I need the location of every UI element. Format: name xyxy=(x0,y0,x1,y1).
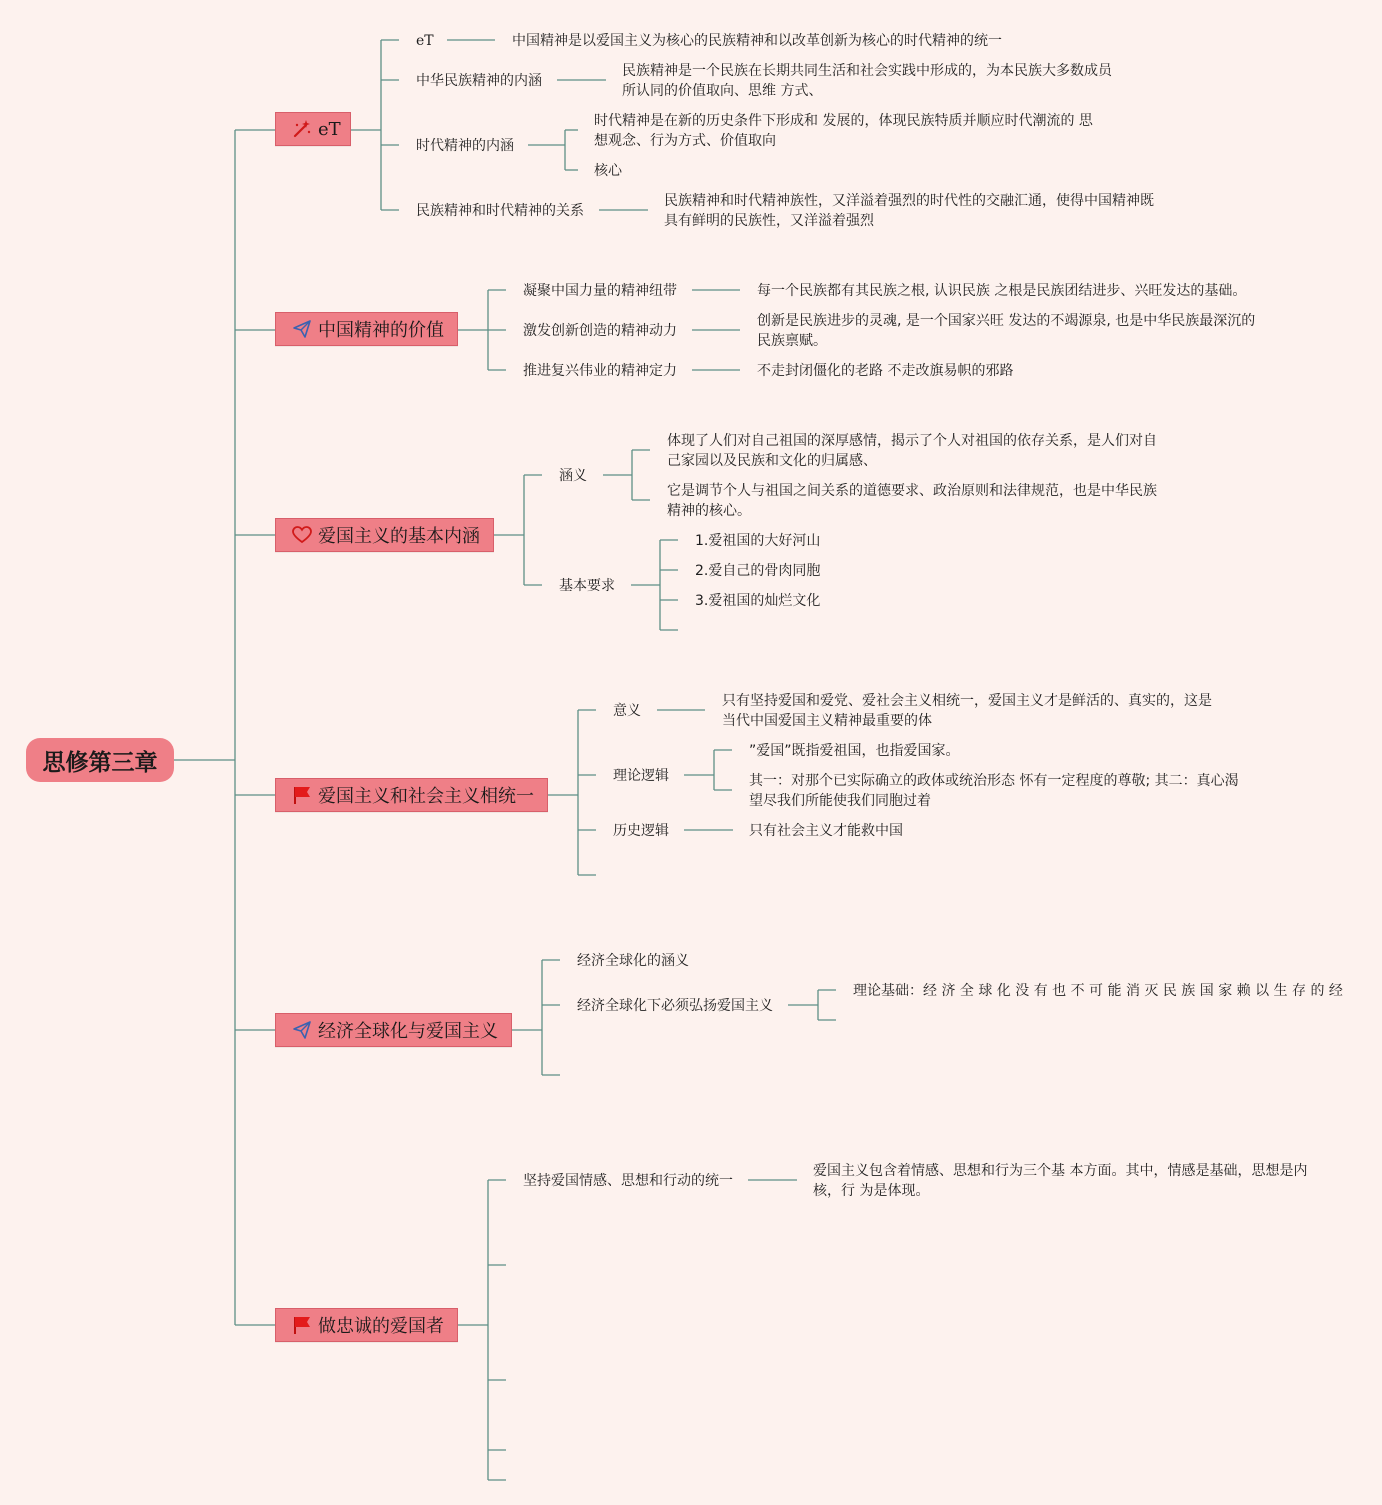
node-detail: 核心 xyxy=(594,163,622,179)
node-detail: 体现了人们对自己祖国的深厚感情，揭示了个人对祖国的依存关系，是人们对自 xyxy=(667,433,1157,449)
node-label[interactable]: 经济全球化下必须弘扬爱国主义 xyxy=(577,998,773,1014)
node-detail: 民族精神和时代精神族性，又洋溢着强烈的时代性的交融汇通，使得中国精神既 xyxy=(664,193,1154,209)
node-detail: 理论基础：经 济 全 球 化 没 有 也 不 可 能 消 灭 民 族 国 家 赖 以 生 存 的 经 xyxy=(853,983,1343,999)
node-detail: 不走封闭僵化的老路 不走改旗易帜的邪路 xyxy=(757,363,1014,379)
node-detail: 核，行 为是体现。 xyxy=(813,1183,930,1199)
node-detail: 1.爱祖国的大好河山 xyxy=(695,533,821,549)
node-detail: 它是调节个人与祖国之间关系的道德要求、政治原则和法律规范，也是中华民族 xyxy=(667,483,1157,499)
topic-label: eT xyxy=(318,118,341,140)
node-detail: 民族精神是一个民族在长期共同生活和社会实践中形成的，为本民族大多数成员 xyxy=(622,63,1112,79)
magic-wand-icon xyxy=(292,118,314,140)
topic-label: 经济全球化与爱国主义 xyxy=(318,1021,498,1042)
paper-plane-icon xyxy=(292,318,314,340)
topic-patriotism-socialism[interactable] xyxy=(275,778,548,812)
paper-plane-icon xyxy=(292,1019,314,1041)
node-label[interactable]: 时代精神的内涵 xyxy=(416,138,514,154)
node-label[interactable]: 凝聚中国力量的精神纽带 xyxy=(523,283,677,299)
node-label[interactable]: 民族精神和时代精神的关系 xyxy=(416,203,584,219)
topic-label: 爱国主义的基本内涵 xyxy=(318,526,480,547)
topic-label: 爱国主义和社会主义相统一 xyxy=(318,786,534,807)
topic-label: 中国精神的价值 xyxy=(318,320,444,341)
node-detail: 己家园以及民族和文化的归属感、 xyxy=(667,453,877,469)
node-detail: 想观念、行为方式、价值取向 xyxy=(594,133,776,149)
node-label[interactable]: 涵义 xyxy=(559,468,587,484)
node-detail: 3.爱祖国的灿烂文化 xyxy=(695,593,821,609)
topic-et[interactable] xyxy=(275,112,351,146)
node-detail: 望尽我们所能使我们同胞过着 xyxy=(749,793,931,809)
node-label[interactable]: 基本要求 xyxy=(559,578,615,594)
node-detail: 时代精神是在新的历史条件下形成和 发展的，体现民族特质并顺应时代潮流的 思 xyxy=(594,113,1093,129)
node-detail: 当代中国爱国主义精神最重要的体 xyxy=(722,713,932,729)
node-detail: 民族禀赋。 xyxy=(757,333,827,349)
node-detail: 只有坚持爱国和爱党、爱社会主义相统一，爱国主义才是鲜活的、真实的，这是 xyxy=(722,693,1212,709)
red-flag-icon xyxy=(292,784,314,806)
node-detail: 每一个民族都有其民族之根, 认识民族 之根是民族团结进步、兴旺发达的基础。 xyxy=(757,283,1247,299)
node-detail: ”爱国”既指爱祖国，也指爱国家。 xyxy=(749,743,960,759)
node-detail: 爱国主义包含着情感、思想和行为三个基 本方面。其中，情感是基础，思想是内 xyxy=(813,1163,1308,1179)
node-detail: 只有社会主义才能救中国 xyxy=(749,823,903,839)
node-detail: 2.爱自己的骨肉同胞 xyxy=(695,563,821,579)
node-detail: 具有鲜明的民族性，又洋溢着强烈 xyxy=(664,213,874,229)
node-label[interactable]: 意义 xyxy=(613,703,641,719)
node-detail: 创新是民族进步的灵魂, 是一个国家兴旺 发达的不竭源泉, 也是中华民族最深沉的 xyxy=(757,313,1256,329)
topic-globalization[interactable] xyxy=(275,1013,512,1047)
topic-patriotism-connotation[interactable] xyxy=(275,518,494,552)
node-label[interactable]: 坚持爱国情感、思想和行动的统一 xyxy=(523,1173,733,1189)
node-label[interactable]: 历史逻辑 xyxy=(613,823,669,839)
node-label[interactable]: 理论逻辑 xyxy=(613,768,669,784)
topic-loyal-patriot[interactable] xyxy=(275,1308,458,1342)
node-detail: 其一：对那个已实际确立的政体或统治形态 怀有一定程度的尊敬; 其二：真心渴 xyxy=(749,773,1239,789)
heart-icon xyxy=(292,524,314,546)
red-flag-icon xyxy=(292,1314,314,1336)
node-label[interactable]: 经济全球化的涵义 xyxy=(577,953,689,969)
node-detail: 精神的核心。 xyxy=(667,503,751,519)
root-topic[interactable] xyxy=(26,738,174,782)
topic-label: 做忠诚的爱国者 xyxy=(318,1316,444,1337)
node-detail: 中国精神是以爱国主义为核心的民族精神和以改革创新为核心的时代精神的统一 xyxy=(512,33,1002,49)
topic-china-spirit-value[interactable] xyxy=(275,312,458,346)
node-label[interactable]: 激发创新创造的精神动力 xyxy=(523,323,677,339)
root-label: 思修第三章 xyxy=(42,749,158,776)
node-detail: 所认同的价值取向、思维 方式、 xyxy=(622,83,823,99)
node-label[interactable]: eT xyxy=(416,33,434,49)
node-label[interactable]: 中华民族精神的内涵 xyxy=(416,73,542,89)
node-label[interactable]: 推进复兴伟业的精神定力 xyxy=(523,363,677,379)
